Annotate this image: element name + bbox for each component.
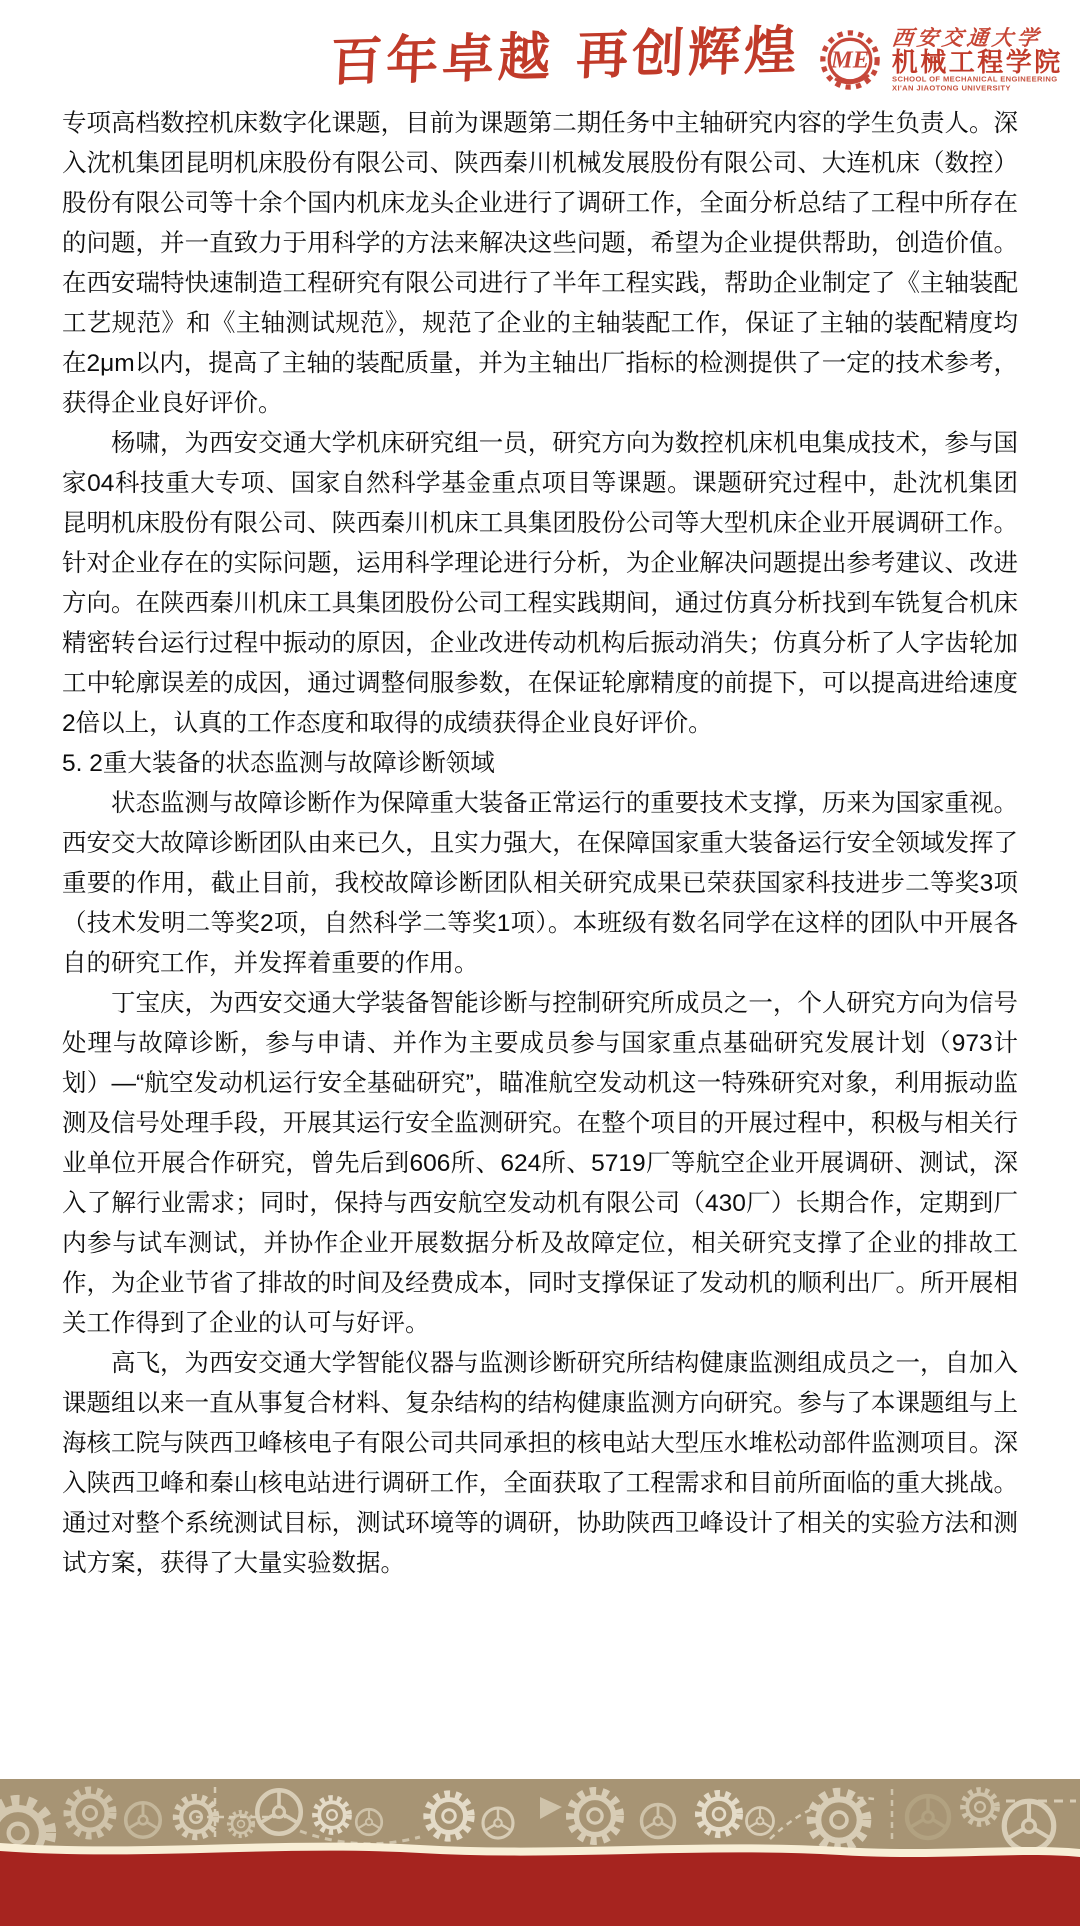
logo-text-block: [890, 24, 1066, 93]
logo-university-name-cn: 西安交通大学: [890, 24, 1044, 50]
svg-text:ME: ME: [830, 46, 869, 74]
footer-gear-band: [0, 1779, 1080, 1926]
red-band: [0, 1851, 1080, 1926]
paragraph: 专项高档数控机床数字化课题，目前为课题第二期任务中主轴研究内容的学生负责人。深入沈机集团昆明机床股份有限公司、陕西秦川机械发展股份有限公司、大连机床（数控）股份有限公司等十余个国内机床龙头企业进行了调研工作，全面分析总结了工程中所存在的问题，并一直致力于用科学的方法来解决这些问题，希望为企业提供帮助，创造价值。在西安瑞特快速制造工程研究有限公司进行了半年工程实践，帮助企业制定了《主轴装配工艺规范》和《主轴测试规范》，规范了企业的主轴装配工作，保证了主轴的装配精度均在2μm以内，提高了主轴的装配质量，并为主轴出厂指标的检测提供了一定的技术参考，获得企业良好评价。: [62, 110, 1018, 417]
paragraph: 高飞，为西安交通大学智能仪器与监测诊断研究所结构健康监测组成员之一，自加入课题组以来一直从事复合材料、复杂结构的结构健康监测方向研究。参与了本课题组与上海核工院与陕西卫峰核电子有限公司共同承担的核电站大型压水堆松动部件监测项目。深入陕西卫峰和秦山核电站进行调研工作，全面获取了工程需求和目前所面临的重大挑战。通过对整个系统测试目标，测试环境等的调研，协助陕西卫峰设计了相关的实验方法和测试方案，获得了大量实验数据。: [62, 1350, 1018, 1577]
footer-decoration: [0, 1779, 1080, 1926]
logo-university-name-en: XI'AN JIAOTONG UNIVERSITY: [891, 83, 1011, 93]
section-heading: 5. 2重大装备的状态监测与故障诊断领域: [62, 750, 495, 777]
document-body: [62, 104, 1018, 1584]
header: [0, 14, 1080, 106]
gear-me-icon: [816, 26, 884, 94]
logo-school-name-en: SCHOOL OF MECHANICAL ENGINEERING: [891, 75, 1058, 84]
school-logo: [816, 26, 1066, 94]
paragraph: 状态监测与故障诊断作为保障重大装备正常运行的重要技术支撑，历来为国家重视。西安交大故障诊断团队由来已久，且实力强大，在保障国家重大装备运行安全领域发挥了重要的作用，截止目前，我校故障诊断团队相关研究成果已荣获国家科技进步二等奖3项（技术发明二等奖2项，自然科学二等奖1项）。本班级有数名同学在这样的团队中开展各自的研究工作，并发挥着重要的作用。: [62, 790, 1018, 977]
logo-school-name-cn: 机械工程学院: [891, 46, 1063, 77]
paragraph: 丁宝庆，为西安交通大学装备智能诊断与控制研究所成员之一，个人研究方向为信号处理与故障诊断，参与申请、并作为主要成员参与国家重点基础研究发展计划（973计划）—“航空发动机运行安全基础研究”，瞄准航空发动机这一特殊研究对象，利用振动监测及信号处理手段，开展其运行安全监测研究。在整个项目的开展过程中，积极与相关行业单位开展合作研究，曾先后到606所、624所、5719厂等航空企业开展调研、测试，深入了解行业需求；同时，保持与西安航空发动机有限公司（430厂）长期合作，定期到厂内参与试车测试，并协作企业开展数据分析及故障定位，相关研究支撑了企业的排故工作，为企业节省了排故的时间及经费成本，同时支撑保证了发动机的顺利出厂。所开展相关工作得到了企业的认可与好评。: [62, 990, 1018, 1337]
paragraph: 杨啸，为西安交通大学机床研究组一员，研究方向为数控机床机电集成技术，参与国家04科技重大专项、国家自然科学基金重点项目等课题。课题研究过程中，赴沈机集团昆明机床股份有限公司、陕西秦川机床工具集团股份公司等大型机床企业开展调研工作。针对企业存在的实际问题，运用科学理论进行分析，为企业解决问题提出参考建议、改进方向。在陕西秦川机床工具集团股份公司工程实践期间，通过仿真分析找到车铣复合机床精密转台运行过程中振动的原因，企业改进传动机构后振动消失；仿真分析了人字齿轮加工中轮廓误差的成因，通过调整伺服参数，在保证轮廓精度的前提下，可以提高进给速度2倍以上，认真的工作态度和取得的成绩获得企业良好评价。: [62, 430, 1018, 737]
header-slogan-calligraphy: 百年卓越 再创辉煌: [328, 19, 802, 94]
